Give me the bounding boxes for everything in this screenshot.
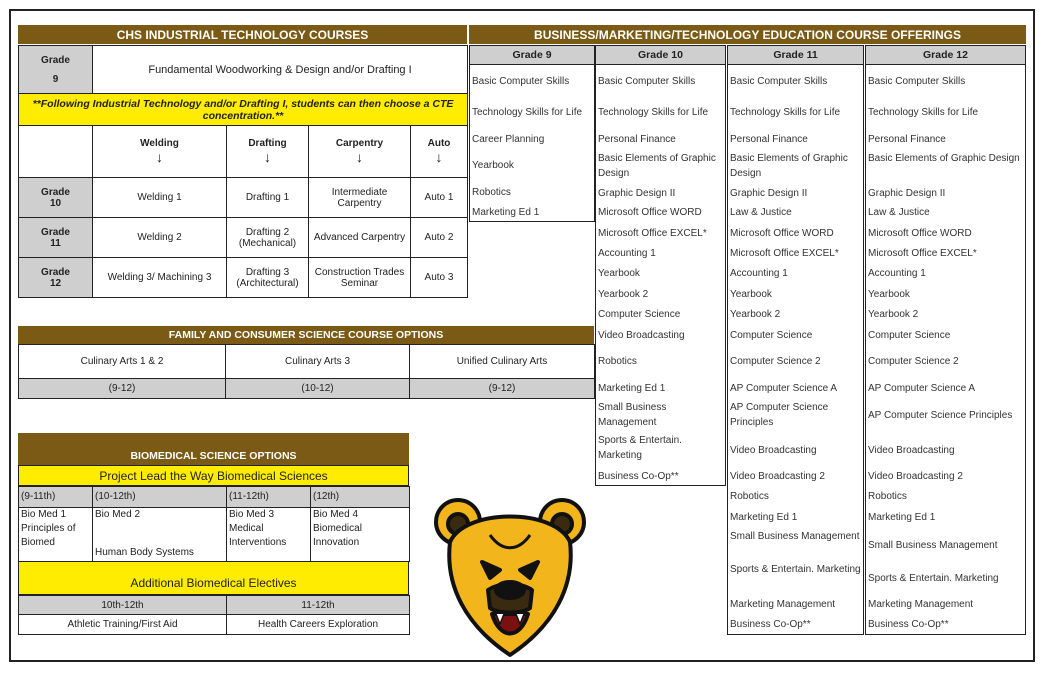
biomed-table [18, 486, 410, 562]
list-item: Small Business Management [730, 531, 860, 542]
list-item: Yearbook [598, 268, 640, 279]
column-header: Grade 10 [595, 45, 726, 65]
list-item: Microsoft Office WORD [730, 228, 834, 239]
fcs-table [18, 344, 595, 399]
list-item: Technology Skills for Life [730, 107, 841, 118]
list-item: Microsoft Office EXCEL* [598, 228, 707, 239]
list-item: Yearbook [730, 289, 772, 300]
biomed-grade: (12th) [311, 487, 410, 508]
list-item: Technology Skills for Life [598, 107, 709, 118]
table-row [19, 178, 468, 218]
list-item: AP Computer Science Principles [868, 410, 1013, 421]
elective-course: Health Careers Exploration [227, 615, 410, 635]
list-item: Business Co-Op** [598, 471, 679, 482]
pltw-title: Project Lead the Way Biomedical Sciences [18, 465, 409, 486]
arrow-down-icon: ↓ [356, 149, 363, 165]
grade-column [727, 65, 864, 635]
elective-grade: 11-12th [227, 596, 410, 615]
cte-note: **Following Industrial Technology and/or Drafting I, students can then choose a CTE concentration.** [19, 94, 468, 126]
list-item: Business Co-Op** [868, 619, 949, 630]
column-header: Grade 11 [727, 45, 864, 65]
list-item: Microsoft Office WORD [868, 228, 972, 239]
list-item: Video Broadcasting [730, 445, 817, 456]
list-item: Basic Elements of Graphic Design [730, 153, 848, 179]
list-item: Basic Computer Skills [868, 76, 966, 87]
fcs-course: Culinary Arts 1 & 2 [19, 345, 226, 379]
list-item: Accounting 1 [730, 268, 788, 279]
list-item: Marketing Ed 1 [472, 207, 540, 218]
list-item: Accounting 1 [868, 268, 926, 279]
grade-column [469, 65, 595, 222]
biomed-title: BIOMEDICAL SCIENCE OPTIONS [18, 433, 409, 465]
grade-column [595, 65, 726, 486]
track-blank [19, 126, 93, 178]
list-item: Computer Science [730, 330, 813, 341]
biomed-course: Bio Med 2 Human Body Systems [93, 508, 227, 562]
list-item: Yearbook [472, 160, 514, 171]
column-header: Grade 12 [865, 45, 1026, 65]
list-item: Sports & Entertain. Marketing [868, 573, 999, 584]
industrial-title: CHS INDUSTRIAL TECHNOLOGY COURSES [18, 25, 467, 44]
list-item: Microsoft Office EXCEL* [868, 248, 977, 259]
list-item: Basic Computer Skills [472, 76, 570, 87]
list-item: Sports & Entertain. Marketing [730, 564, 861, 575]
track-carpentry: Carpentry ↓ [309, 126, 411, 178]
list-item: Basic Computer Skills [598, 76, 696, 87]
fcs-grade: (10-12) [226, 379, 410, 399]
list-item: Technology Skills for Life [868, 107, 979, 118]
list-item: Graphic Design II [868, 188, 946, 199]
arrow-down-icon: ↓ [435, 149, 443, 165]
list-item: Video Broadcasting 2 [868, 471, 963, 482]
list-item: Graphic Design II [730, 188, 808, 199]
course-cell: Construction Trades Seminar [309, 258, 411, 298]
course-cell: Drafting 1 [227, 178, 309, 218]
course-cell: Drafting 2 (Mechanical) [227, 218, 309, 258]
list-item: Video Broadcasting [598, 330, 685, 341]
list-item: Basic Elements of Graphic Design [598, 153, 716, 179]
list-item: Yearbook 2 [598, 289, 649, 300]
electives-title: Additional Biomedical Electives [18, 561, 409, 595]
list-item: Personal Finance [730, 134, 808, 145]
business-title: BUSINESS/MARKETING/TECHNOLOGY EDUCATION COURSE OFFERINGS [469, 25, 1026, 44]
list-item: Robotics [868, 491, 907, 502]
list-item: Yearbook [868, 289, 910, 300]
table-row [19, 258, 468, 298]
grade11-cell: Grade 11 [19, 218, 93, 258]
elective-course: Athletic Training/First Aid [19, 615, 227, 635]
list-item: Marketing Ed 1 [598, 383, 666, 394]
grade10-cell: Grade 10 [19, 178, 93, 218]
fcs-course: Unified Culinary Arts [410, 345, 595, 379]
table-row [19, 218, 468, 258]
list-item: Basic Computer Skills [730, 76, 828, 87]
list-item: Marketing Ed 1 [730, 512, 798, 523]
course-cell: Welding 2 [93, 218, 227, 258]
list-item: Small Business Management [868, 540, 998, 551]
arrow-down-icon: ↓ [264, 149, 271, 165]
grade12-cell: Grade 12 [19, 258, 93, 298]
list-item: Computer Science 2 [730, 356, 821, 367]
track-drafting: Drafting ↓ [227, 126, 309, 178]
biomed-course: Bio Med 3 Medical Interventions [227, 508, 311, 562]
grade9-cell: Grade 9 [19, 46, 93, 94]
grade-column [865, 65, 1026, 635]
arrow-down-icon: ↓ [156, 149, 163, 165]
list-item: AP Computer Science Principles [730, 402, 829, 428]
list-item: Computer Science [868, 330, 951, 341]
column-header: Grade 9 [469, 45, 595, 65]
list-item: Robotics [472, 187, 511, 198]
list-item: Marketing Management [868, 599, 974, 610]
list-item: AP Computer Science A [730, 383, 838, 394]
course-cell: Advanced Carpentry [309, 218, 411, 258]
list-item: Law & Justice [730, 207, 792, 218]
list-item: Graphic Design II [598, 188, 676, 199]
list-item: Computer Science [598, 309, 681, 320]
course-cell: Intermediate Carpentry [309, 178, 411, 218]
biomed-course: Bio Med 4 Biomedical Innovation [311, 508, 410, 562]
list-item: Microsoft Office EXCEL* [730, 248, 839, 259]
biomed-grade: (11-12th) [227, 487, 311, 508]
biomed-course: Bio Med 1 Principles of Biomed [19, 508, 93, 562]
list-item: Yearbook 2 [730, 309, 781, 320]
list-item: AP Computer Science A [868, 383, 976, 394]
list-item: Video Broadcasting [868, 445, 955, 456]
course-cell: Drafting 3 (Architectural) [227, 258, 309, 298]
fcs-grade: (9-12) [19, 379, 226, 399]
list-item: Marketing Ed 1 [868, 512, 936, 523]
course-cell: Welding 1 [93, 178, 227, 218]
list-item: Career Planning [472, 134, 545, 145]
list-item: Robotics [598, 356, 637, 367]
fcs-grade: (9-12) [410, 379, 595, 399]
list-item: Basic Elements of Graphic Design [868, 153, 1020, 164]
track-welding: Welding ↓ [93, 126, 227, 178]
bear-head-icon [430, 490, 590, 660]
list-item: Robotics [730, 491, 769, 502]
course-cell: Welding 3/ Machining 3 [93, 258, 227, 298]
industrial-table [18, 45, 468, 298]
list-item: Marketing Management [730, 599, 836, 610]
list-item: Yearbook 2 [868, 309, 919, 320]
course-cell: Auto 1 [411, 178, 468, 218]
fcs-title: FAMILY AND CONSUMER SCIENCE COURSE OPTIONS [18, 326, 594, 344]
course-cell: Auto 3 [411, 258, 468, 298]
fcs-course: Culinary Arts 3 [226, 345, 410, 379]
grade9-course: Fundamental Woodworking & Design and/or Drafting I [93, 46, 468, 94]
biomed-grade: (9-11th) [19, 487, 93, 508]
list-item: Business Co-Op** [730, 619, 811, 630]
list-item: Computer Science 2 [868, 356, 959, 367]
list-item: Law & Justice [868, 207, 930, 218]
elective-grade: 10th-12th [19, 596, 227, 615]
list-item: Personal Finance [868, 134, 946, 145]
list-item: Personal Finance [598, 134, 676, 145]
list-item: Microsoft Office WORD [598, 207, 702, 218]
course-cell: Auto 2 [411, 218, 468, 258]
biomed-grade: (10-12th) [93, 487, 227, 508]
list-item: Accounting 1 [598, 248, 656, 259]
list-item: Technology Skills for Life [472, 107, 583, 118]
electives-table [18, 595, 410, 635]
list-item: Small Business Management [598, 402, 667, 428]
list-item: Sports & Entertain. Marketing [598, 435, 682, 461]
list-item: Video Broadcasting 2 [730, 471, 825, 482]
track-auto: Auto ↓ [411, 126, 468, 178]
